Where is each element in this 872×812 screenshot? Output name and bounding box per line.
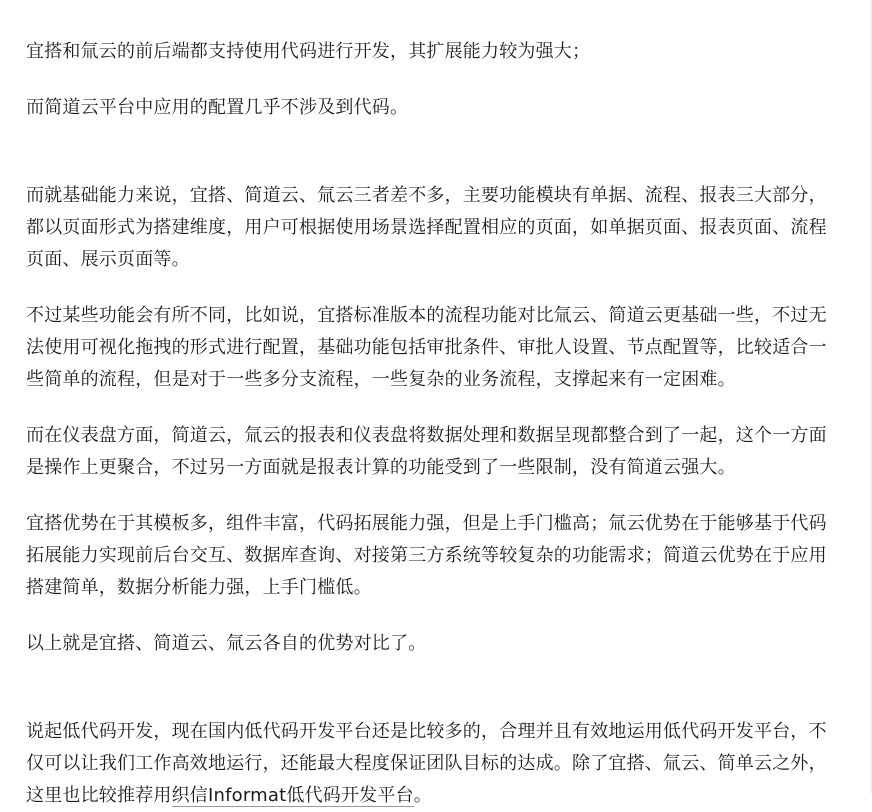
paragraph-workflow-differences: 不过某些功能会有所不同，比如说，宜搭标准版本的流程功能对比氚云、简道云更基础一些，不过无法使用可视化拖拽的形式进行配置，基础功能包括审批条件、审批人设置、节点配置等，比较适合一些简单的流程，但是对于一些多分支流程，一些复杂的业务流程，支撑起来有一定困难。 xyxy=(26,305,827,390)
recommendation-end: 。 xyxy=(413,785,432,806)
paragraph-advantages: 宜搭优势在于其模板多，组件丰富，代码拓展能力强，但是上手门槛高；氚云优势在于能够基于代码拓展能力实现前后台交互、数据库查询、对接第三方系统等较复杂的功能需求；简道云优势在于应用搭建简单，数据分析能力强，上手门槛低。 xyxy=(26,513,827,598)
paragraph-summary: 以上就是宜搭、简道云、氚云各自的优势对比了。 xyxy=(26,633,427,654)
paragraph-recommendation xyxy=(26,716,842,812)
paragraph-extensibility: 宜搭和氚云的前后端都支持使用代码进行开发，其扩展能力较为强大； xyxy=(26,41,591,62)
paragraph-config: 而简道云平台中应用的配置几乎不涉及到代码。 xyxy=(26,97,409,118)
paragraph-basic-capability: 而就基础能力来说，宜搭、简道云、氚云三者差不多，主要功能模块有单据、流程、报表三大部分，都以页面形式为搭建维度，用户可根据使用场景选择配置相应的页面，如单据页面、报表页面、流程页面、展示页面等。 xyxy=(26,185,827,270)
recommendation-text: 说起低代码开发，现在国内低代码开发平台还是比较多的，合理并且有效地运用低代码开发平台，不仅可以让我们工作高效地运行，还能最大程度保证团队目标的达成。除了宜搭、氚云、简单云之外，这里也比较推荐用 xyxy=(26,721,827,806)
informat-link[interactable]: 织信Informat低代码开发平台 xyxy=(171,785,414,806)
paragraph-dashboard: 而在仪表盘方面，简道云，氚云的报表和仪表盘将数据处理和数据呈现都整合到了一起，这个一方面是操作上更聚合，不过另一方面就是报表计算的功能受到了一些限制，没有简道云强大。 xyxy=(26,425,827,478)
article-body xyxy=(26,36,842,812)
